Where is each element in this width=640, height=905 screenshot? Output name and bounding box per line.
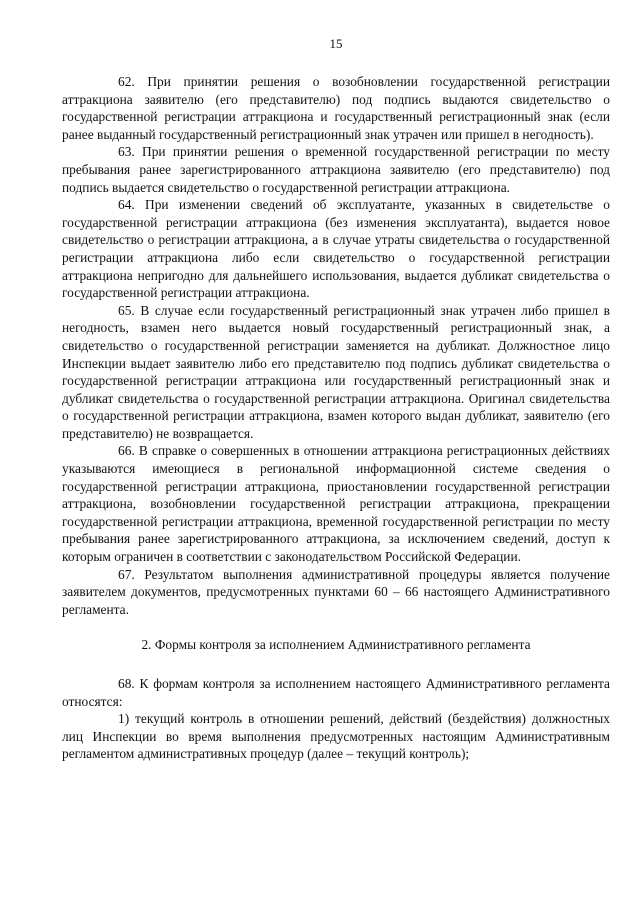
paragraph-67: 67. Результатом выполнения административной процедуры является получение заявителем документов, предусмотренных пунктами 60 – 66 настоящего Административного регламента. — [62, 566, 610, 617]
paragraph-68: 68. К формам контроля за исполнением настоящего Административного регламента относятся: — [62, 676, 610, 709]
paragraph-65: 65. В случае если государственный регистрационный знак утрачен либо пришел в негодность, взамен него выдается новый государственный регистрационный знак, а свидетельство о государственной регистрации заменяется на дубликат. Должностное лицо Инспекции выдает заявителю либо его представителю под подпись дубликат свидетельства о государственной регистрации аттракциона или государственный регистрационный знак и дубликат свидетельства о государственной регистрации аттракциона. Оригинал свидетельства о государственной регистрации аттракциона, взамен которого выдан дубликат, заявителю (его представителю) не возвращается. — [62, 302, 610, 441]
paragraph-62: 62. При принятии решения о возобновлении государственной регистрации аттракциона заявителю (его представителю) под подпись выдаются свидетельство о государственной регистрации аттракциона и государственный регистрационный знак (если ранее выданный государственный регистрационный знак утрачен или пришел в негодность). — [62, 74, 610, 142]
paragraph-66: 66. В справке о совершенных в отношении аттракциона регистрационных действиях указываются имеющиеся в региональной информационной системе сведения о государственной регистрации аттракциона, приостановлении государственной регистрации аттракциона, возобновлении государственной регистрации аттракциона, прекращении государственной регистрации аттракциона, временной государственной регистрации по месту пребывания ранее зарегистрированного аттракциона, за исключением сведений, доступ к которым ограничен в соответствии с законодательством Российской Федерации. — [62, 443, 610, 565]
paragraph-64: 64. При изменении сведений об эксплуатанте, указанных в свидетельстве о государственной регистрации аттракциона (без изменения эксплуатанта), выдается новое свидетельство о регистрации аттракциона, а в случае утраты свидетельства о государственной регистрации аттракциона либо если свидетельство о государственной регистрации аттракциона непригодно для дальнейшего использования, выдается дубликат свидетельства о государственной регистрации аттракциона. — [62, 197, 610, 301]
paragraph-63: 63. При принятии решения о временной государственной регистрации по месту пребывания ранее зарегистрированного аттракциона заявителю (его представителю) под подпись выдается свидетельство о государственной регистрации аттракциона. — [62, 144, 610, 195]
paragraph-68-item-1: 1) текущий контроль в отношении решений, действий (бездействия) должностных лиц Инспекции во время выполнения предусмотренных настоящим Административным регламентом административных процедур (далее – текущий контроль); — [62, 711, 610, 762]
page-number: 15 — [329, 36, 343, 51]
section-heading: 2. Формы контроля за исполнением Административного регламента — [141, 637, 531, 653]
